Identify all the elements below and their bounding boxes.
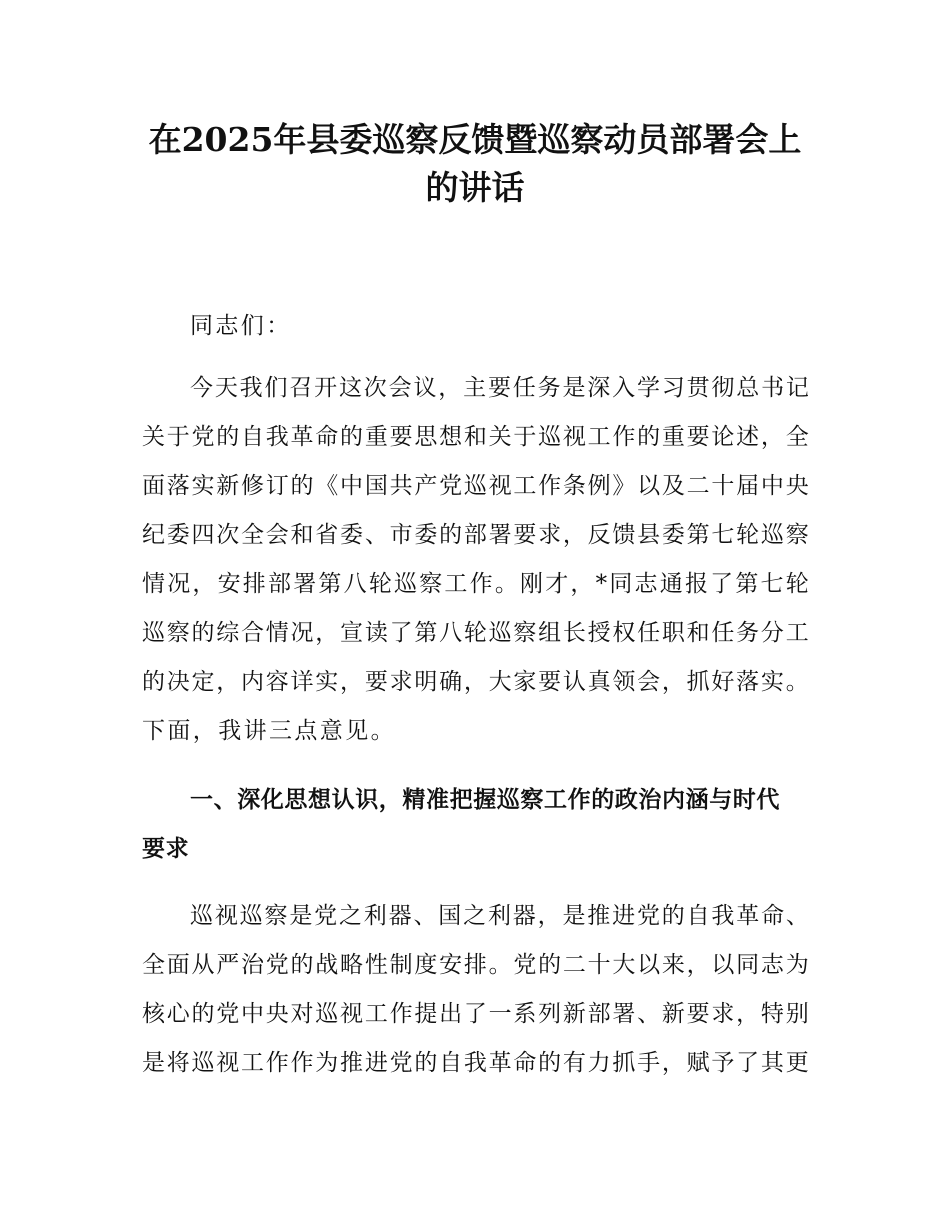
paragraph-2-line-3: 核心的党中央对巡视工作提出了一系列新部署、新要求，特别 xyxy=(142,1001,811,1027)
paragraph-1-line-2: 关于党的自我革命的重要思想和关于巡视工作的重要论述，全 xyxy=(142,424,811,450)
paragraph-1-line-4: 纪委四次全会和省委、市委的部署要求，反馈县委第七轮巡察 xyxy=(142,522,811,548)
paragraph-1-line-5: 情况，安排部署第八轮巡察工作。刚才，*同志通报了第七轮 xyxy=(142,571,811,597)
document-title-line-1: 在2025年县委巡察反馈暨巡察动员部署会上 xyxy=(148,120,802,159)
paragraph-1-line-1: 今天我们召开这次会议，主要任务是深入学习贯彻总书记 xyxy=(190,375,811,401)
section-heading-1-line-2: 要求 xyxy=(142,836,190,862)
document-title-line-2: 的讲话 xyxy=(425,168,525,207)
paragraph-2-line-1: 巡视巡察是党之利器、国之利器，是推进党的自我革命、 xyxy=(190,903,811,929)
paragraph-1-line-6: 巡察的综合情况，宣读了第八轮巡察组长授权任职和任务分工 xyxy=(142,620,811,646)
paragraph-2-line-2: 全面从严治党的战略性制度安排。党的二十大以来，以同志为 xyxy=(142,952,811,978)
section-heading-1-line-1: 一、深化思想认识，精准把握巡察工作的政治内涵与时代 xyxy=(190,787,780,813)
salutation: 同志们： xyxy=(190,313,292,339)
paragraph-1-line-7: 的决定，内容详实，要求明确，大家要认真领会，抓好落实。 xyxy=(142,669,811,695)
paragraph-2-line-4: 是将巡视工作作为推进党的自我革命的有力抓手，赋予了其更 xyxy=(142,1050,811,1076)
paragraph-1-line-8: 下面，我讲三点意见。 xyxy=(142,718,396,744)
paragraph-1-line-3: 面落实新修订的《中国共产党巡视工作条例》以及二十届中央 xyxy=(142,473,811,499)
